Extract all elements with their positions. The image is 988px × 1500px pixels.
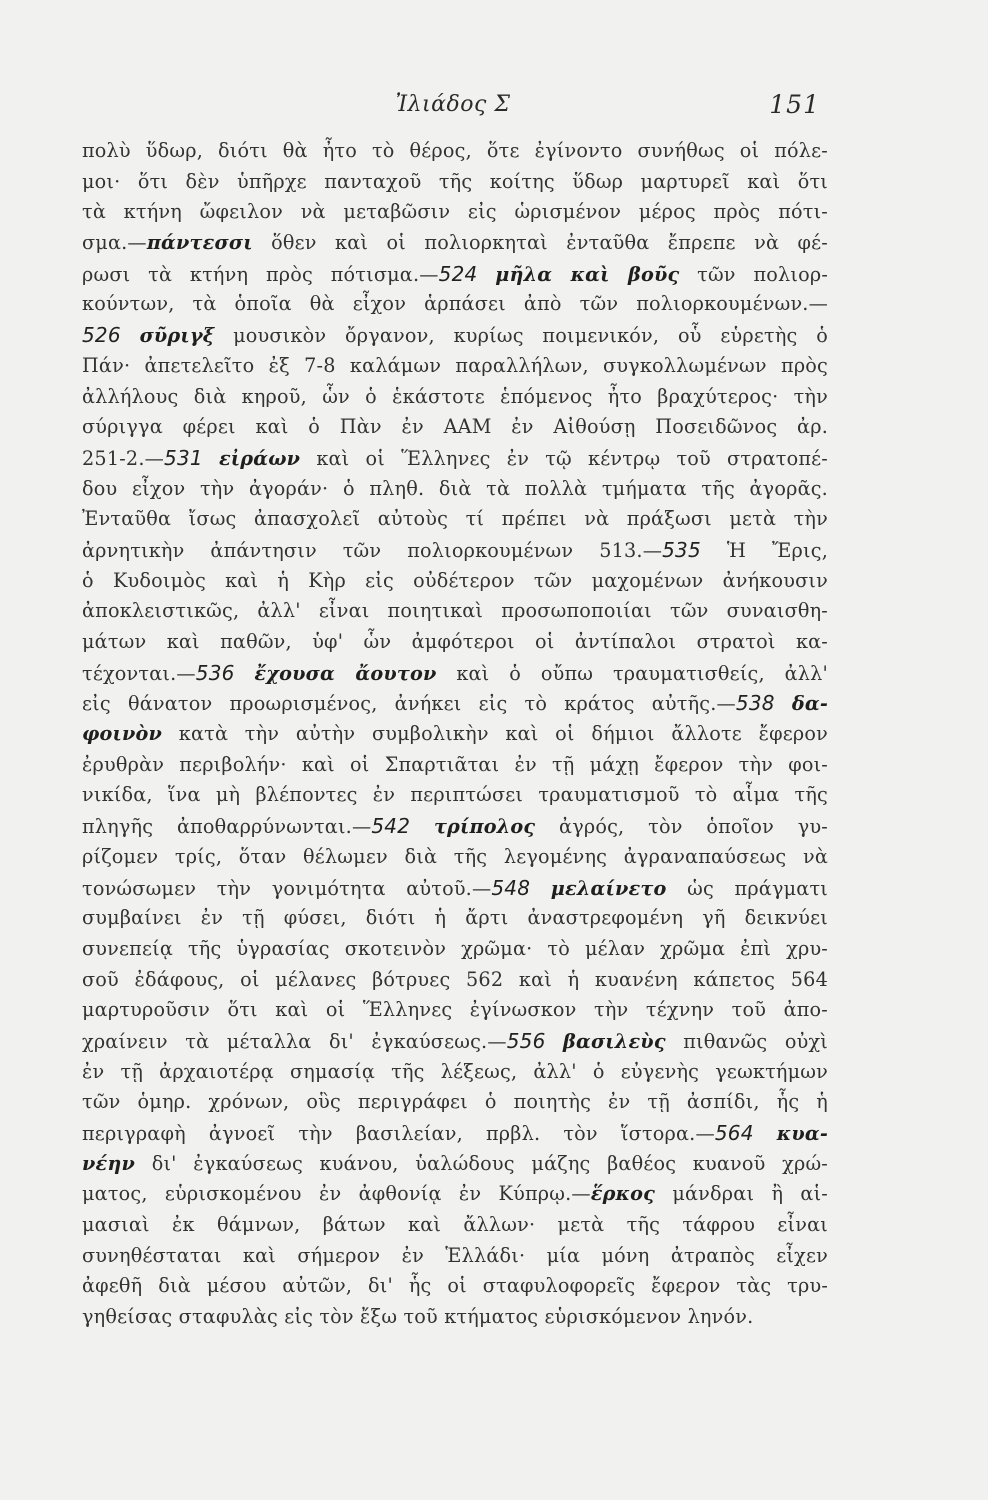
text-line xyxy=(82,1179,828,1210)
text-line xyxy=(82,934,828,965)
lemma: τρίπολος xyxy=(433,815,536,839)
lemma: φοινὸν xyxy=(82,722,163,746)
lemma: πάντεσσι xyxy=(146,231,253,255)
text-line xyxy=(82,719,828,750)
lemma: ἕρκος xyxy=(590,1182,656,1206)
text-segment: Πάν· ἀπετελεῖτο ἐξ 7-8 καλάμων παραλλήλων, συγκολλωμένων πρὸς xyxy=(82,353,828,377)
running-head-title: Ἰλιάδος Σ xyxy=(395,92,511,117)
text-segment: ἀλλήλους διὰ κηροῦ, ὧν ὁ ἑκάστοτε ἑπόμενος ἦτο βραχύτερος· τὴν xyxy=(82,384,828,408)
text-segment: ἀφεθῆ διὰ μέσου αὐτῶν, δι' ἧς οἱ σταφυλοφορεῖς ἔφερον τὰς τρυ- xyxy=(82,1274,828,1298)
text-segment: ἐρυθρὰν περιβολήν· καὶ οἱ Σπαρτιᾶται ἐν τῇ μάχῃ ἔφερον τὴν φοι- xyxy=(82,752,828,776)
text-line xyxy=(82,1271,828,1302)
text-line xyxy=(82,658,828,689)
text-segment: ὡς πράγματι xyxy=(666,876,828,900)
text-segment: ματος, εὑρισκομένου ἐν ἀφθονίᾳ ἐν Κύπρῳ.— xyxy=(82,1182,591,1206)
text-segment xyxy=(121,324,140,347)
text-line xyxy=(82,289,828,320)
text-segment: μάνδραι ἢ αἱ- xyxy=(655,1182,828,1206)
text-line xyxy=(82,167,828,198)
text-segment: ἀγρός, τὸν ὁποῖον γυ- xyxy=(535,815,828,839)
verse-number: 556 xyxy=(506,1028,546,1053)
text-segment: κατὰ τὴν αὐτὴν συμβολικὴν καὶ οἱ δήμιοι ἄλλοτε ἔφερον xyxy=(162,722,828,746)
text-line xyxy=(82,228,828,259)
text-line xyxy=(82,504,828,535)
verse-number: 564 xyxy=(714,1121,754,1145)
text-line xyxy=(82,627,828,658)
text-segment: μασιαὶ ἐκ θάμνων, βάτων καὶ ἄλλων· μετὰ τῆς τάφρου εἶναι xyxy=(82,1213,828,1237)
text-segment: πληγῆς ἀποθαρρύνωνται.— xyxy=(82,815,372,839)
text-segment: μοι· ὅτι δὲν ὑπῆρχε πανταχοῦ τῆς κοίτης ὕδωρ μαρτυρεῖ καὶ ὅτι xyxy=(82,169,828,193)
text-line xyxy=(82,688,828,719)
text-line xyxy=(82,136,828,167)
text-line xyxy=(82,412,828,443)
page-number: 151 xyxy=(769,90,820,119)
text-line xyxy=(82,197,828,228)
running-head xyxy=(80,92,826,128)
text-line xyxy=(82,320,828,351)
text-line xyxy=(82,382,828,413)
text-line xyxy=(82,596,828,627)
text-line xyxy=(82,842,828,873)
text-segment xyxy=(203,447,219,470)
commentary-text xyxy=(82,136,828,1333)
text-segment: δι' ἐγκαύσεως κυάνου, ὑαλώδους μάζης βαθέος κυανοῦ χρώ- xyxy=(135,1151,828,1175)
text-segment: δου εἶχον τὴν ἀγοράν· ὁ πληθ. διὰ τὰ πολλὰ τμήματα τῆς ἀγορᾶς. xyxy=(82,476,828,500)
text-segment: ἀρνητικὴν ἀπάντησιν τῶν πολιορκουμένων 513.— xyxy=(82,538,663,562)
text-line xyxy=(82,1087,828,1118)
text-segment: Ἡ Ἔρις, xyxy=(700,538,828,562)
verse-number: 526 xyxy=(82,323,121,348)
text-line xyxy=(82,1026,828,1057)
text-segment: ὅθεν καὶ οἱ πολιορκηταὶ ἐνταῦθα ἔπρεπε νὰ φέ- xyxy=(252,231,828,255)
text-line xyxy=(82,566,828,597)
text-segment: καὶ οἱ Ἕλληνες ἐν τῷ κέντρῳ τοῦ στρατοπέ- xyxy=(300,446,828,470)
lemma: μῆλα καὶ βοῦς xyxy=(495,262,680,286)
lemma: νέην xyxy=(82,1151,136,1175)
text-segment: εἰς θάνατον προωρισμένος, ἀνήκει εἰς τὸ κράτος αὐτῆς.— xyxy=(82,692,736,716)
text-segment: ὁ Κυδοιμὸς καὶ ἡ Κὴρ εἰς οὐδέτερον τῶν μαχομένων ἀνήκουσιν xyxy=(82,568,828,592)
lemma: μελαίνετο xyxy=(550,876,667,900)
verse-number: 538 xyxy=(735,691,775,716)
text-segment: γηθείσας σταφυλὰς εἰς τὸν ἔξω τοῦ κτήματος εὑρισκόμενον ληνόν. xyxy=(82,1305,754,1329)
text-segment: μάτων καὶ παθῶν, ὑφ' ὧν ἀμφότεροι οἱ ἀντίπαλοι στρατοὶ κα- xyxy=(82,630,828,653)
text-line xyxy=(82,873,828,904)
text-segment xyxy=(546,1030,564,1053)
text-line xyxy=(82,1149,828,1180)
text-segment: κούντων, τὰ ὁποῖα θὰ εἶχον ἁρπάσει ἀπὸ τῶν πολιορκουμένων.— xyxy=(82,292,828,316)
text-line xyxy=(82,965,828,996)
lemma: ἔχουσα ἄουτον xyxy=(254,661,437,685)
text-segment: τῶν πολιορ- xyxy=(679,262,829,286)
verse-number: 524 xyxy=(438,261,478,286)
verse-number: 542 xyxy=(371,814,411,839)
text-line xyxy=(82,903,828,934)
text-line xyxy=(82,443,828,474)
text-segment: τέχονται.— xyxy=(82,661,196,685)
text-segment xyxy=(410,815,434,838)
lemma: κυα- xyxy=(776,1122,828,1145)
text-line xyxy=(82,1057,828,1088)
text-line xyxy=(82,535,828,566)
text-segment xyxy=(530,877,551,900)
text-segment: συμβαίνει ἐν τῇ φύσει, διότι ἡ ἄρτι ἀναστρεφομένη γῆ δεικνύει xyxy=(82,906,828,930)
text-segment xyxy=(754,1122,777,1145)
text-segment: Ἐνταῦθα ἴσως ἀπασχολεῖ αὐτοὺς τί πρέπει νὰ πράξωσι μετὰ τὴν xyxy=(82,507,828,531)
text-segment: χραίνειν τὰ μέταλλα δι' ἐγκαύσεως.— xyxy=(82,1029,507,1053)
text-segment: ρωσι τὰ κτήνη πρὸς πότισμα.— xyxy=(82,262,439,286)
lemma: εἰράων xyxy=(218,446,301,470)
text-line xyxy=(82,750,828,781)
text-segment xyxy=(477,263,495,286)
text-segment: καὶ ὁ οὔπω τραυματισθείς, ἀλλ' xyxy=(436,661,828,685)
text-segment: συνεπείᾳ τῆς ὑγρασίας σκοτεινὸν χρῶμα· τὸ μέλαν χρῶμα ἐπὶ χρυ- xyxy=(82,936,828,960)
text-segment: ρίζομεν τρίς, ὅταν θέλωμεν διὰ τῆς λεγομένης ἀγραναπαύσεως νὰ xyxy=(82,844,828,868)
text-line xyxy=(82,1210,828,1241)
text-segment: ἐν τῇ ἀρχαιοτέρᾳ σημασίᾳ τῆς λέξεως, ἀλλ' ὁ εὐγενὴς γεωκτήμων xyxy=(82,1059,828,1083)
verse-number: 531 xyxy=(164,445,203,470)
text-line xyxy=(82,351,828,382)
text-line xyxy=(82,1302,828,1333)
lemma: βασιλεὺς xyxy=(563,1029,666,1053)
verse-number: 535 xyxy=(662,537,701,562)
text-segment: μαρτυροῦσιν ὅτι καὶ οἱ Ἕλληνες ἐγίνωσκον τὴν τέχνην τοῦ ἀπο- xyxy=(82,998,828,1022)
text-segment: ἀποκλειστικῶς, ἀλλ' εἶναι ποιητικαὶ προσωποποιίαι τῶν συναισθη- xyxy=(82,599,828,623)
text-segment: νικίδα, ἵνα μὴ βλέποντες ἐν περιπτώσει τραυματισμοῦ τὸ αἷμα τῆς xyxy=(82,783,828,807)
text-line xyxy=(82,474,828,505)
verse-number: 536 xyxy=(195,660,235,685)
text-segment xyxy=(775,692,792,715)
text-segment: σμα.— xyxy=(82,231,147,255)
verse-number: 548 xyxy=(491,875,531,900)
text-line xyxy=(82,811,828,842)
text-segment: σύριγγα φέρει καὶ ὁ Πὰν ἐν ΑΑΜ ἐν Αἰθούσῃ Ποσειδῶνος ἀρ. xyxy=(82,415,828,439)
text-segment: τὰ κτήνη ὤφειλον νὰ μεταβῶσιν εἰς ὡρισμένον μέρος πρὸς πότι- xyxy=(82,200,828,224)
lemma: σῦριγξ xyxy=(139,324,215,348)
text-line xyxy=(82,1118,828,1149)
text-line xyxy=(82,259,828,290)
text-segment: συνηθέσταται καὶ σήμερον ἐν Ἑλλάδι· μία μόνη ἀτραπὸς εἶχεν xyxy=(82,1243,828,1267)
text-line xyxy=(82,780,828,811)
text-segment xyxy=(235,662,255,685)
text-segment: 251-2.— xyxy=(82,446,165,470)
text-segment: πολὺ ὕδωρ, διότι θὰ ἦτο τὸ θέρος, ὅτε ἐγίνοντο συνήθως οἱ πόλε- xyxy=(82,139,828,162)
text-segment: περιγραφὴ ἀγνοεῖ τὴν βασιλείαν, πρβλ. τὸν ἵστορα.— xyxy=(82,1122,715,1145)
text-segment: τονώσωμεν τὴν γονιμότητα αὐτοῦ.— xyxy=(82,876,492,900)
text-segment: τῶν ὁμηρ. χρόνων, οὓς περιγράφει ὁ ποιητὴς ἐν τῇ ἀσπίδι, ἧς ἡ xyxy=(82,1090,828,1114)
text-line xyxy=(82,1241,828,1272)
text-line xyxy=(82,995,828,1026)
text-segment: σοῦ ἐδάφους, οἱ μέλανες βότρυες 562 καὶ ἡ κυανένη κάπετος 564 xyxy=(82,967,828,991)
lemma: δα- xyxy=(791,692,828,716)
text-segment: μουσικὸν ὄργανον, κυρίως ποιμενικόν, οὗ εὑρετὴς ὁ xyxy=(214,324,828,348)
text-segment: πιθανῶς οὐχὶ xyxy=(665,1029,828,1053)
